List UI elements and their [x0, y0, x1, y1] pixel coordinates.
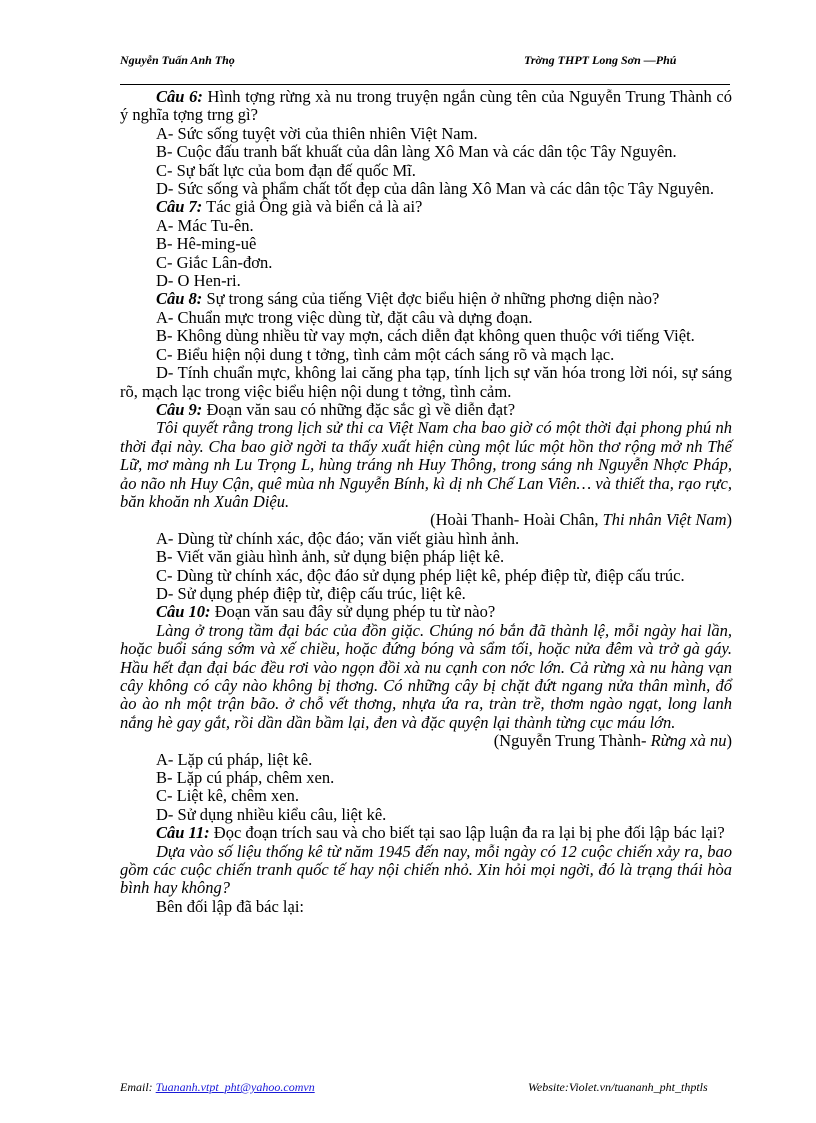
header-author: Nguyễn Tuấn Anh Thọ	[120, 53, 235, 67]
header-school: Trờng THPT Long Sơn —Phú	[524, 53, 677, 67]
question-10-text: Đoạn văn sau đây sử dụng phép tu từ nào?	[210, 602, 496, 622]
question-11-label: Câu 11:	[156, 823, 210, 843]
question-10-source-title: Rừng xà nu	[650, 731, 727, 751]
question-11	[120, 824, 732, 842]
question-10-source-suffix: )	[726, 731, 732, 751]
footer-website	[528, 1080, 708, 1095]
question-9-option-b: B- Viết văn giàu hình ảnh, sử dụng biện pháp liệt kê.	[156, 547, 505, 567]
question-9-source-suffix: )	[726, 510, 732, 530]
question-9-source	[120, 511, 732, 529]
question-8-option-d: D- Tính chuẩn mực, không lai căng pha tạp, tính lịch sự văn hóa trong lời nói, sự sáng rõ, mạch lạc trong việc biểu hiện nội dung t tởng, tình cảm.	[120, 363, 732, 401]
question-6-option-c: C- Sự bất lực của bom đạn đế quốc Mĩ.	[156, 160, 416, 180]
question-10	[120, 603, 732, 621]
question-10-option-c: C- Liệt kê, chêm xen.	[156, 786, 299, 806]
question-9-source-prefix: (Hoài Thanh- Hoài Chân,	[430, 510, 603, 530]
footer-website-url: Violet.vn/tuananh_pht_thptls	[568, 1080, 708, 1094]
question-10-source-prefix: (Nguyễn Trung Thành-	[493, 731, 651, 751]
question-10-source	[120, 732, 732, 750]
question-9-option-c: C- Dùng từ chính xác, độc đáo sử dụng phép liệt kê, phép điệp từ, điệp cấu trúc.	[156, 565, 685, 585]
question-9-option-a: A- Dùng từ chính xác, độc đáo; văn viết giàu hình ảnh.	[156, 528, 520, 548]
question-8-option-c: C- Biểu hiện nội dung t tởng, tình cảm một cách sáng rõ và mạch lạc.	[156, 344, 615, 364]
question-6-option-a: A- Sức sống tuyệt vời của thiên nhiên Việt Nam.	[156, 123, 478, 143]
question-11-passage: Dựa vào số liệu thống kê từ năm 1945 đến nay, mỗi ngày có 12 cuộc chiến xảy ra, bao gồm các cuộc chiến tranh quốc tế hay nội chiến nhỏ. Xin hỏi mọi ngời, đó là trạng thái hòa bình hay không?	[120, 841, 732, 898]
question-9-passage: Tôi quyết rằng trong lịch sử thi ca Việt Nam cha bao giờ có một thời đại phong phú nh thời đại này. Cha bao giờ ngời ta thấy xuất hiện cùng một lúc một hồn thơ rộng mở nh Thế Lữ, mơ màng nh Lu Trọng L, hùng tráng nh Huy Thông, trong sáng nh Nguyễn Nhợc Pháp, ảo não nh Huy Cận, quê mùa nh Nguyễn Bính, kì dị nh Chế Lan Viên… và thiết tha, rạo rực, băn khoăn nh Xuân Diệu.	[120, 418, 732, 511]
question-8	[120, 290, 732, 308]
footer-email	[120, 1080, 315, 1095]
question-8-option-a: A- Chuẩn mực trong việc dùng từ, đặt câu và dựng đoạn.	[156, 307, 533, 327]
question-10-option-d: D- Sử dụng nhiều kiểu câu, liệt kê.	[156, 804, 387, 824]
header-divider	[120, 84, 730, 85]
question-10-option-a: A- Lặp cú pháp, liệt kê.	[156, 749, 313, 769]
question-8-label: Câu 8:	[156, 289, 203, 309]
question-7-option-a: A- Mác Tu-ên.	[156, 215, 254, 235]
question-7-label: Câu 7:	[156, 197, 203, 217]
question-6	[120, 88, 732, 125]
question-10-passage: Làng ở trong tầm đại bác của đồn giặc. Chúng nó bắn đã thành lệ, mỗi ngày hai lần, hoặc buổi sáng sớm và xế chiều, hoặc đứng bóng và sẩm tối, hoặc nửa đêm và trở gà gáy. Hầu hết đạn đại bác đều rơi vào ngọn đồi xà nu cạnh con nớc lớn. Cả rừng xà nu hàng vạn cây không có cây nào không bị thơng. Có những cây bị chặt đứt ngang nửa thân mình, đổ ào ào nh một trận bão. ở chỗ vết thơng, nhựa ứa ra, tràn trề, thơm ngào ngạt, long lanh nắng hè gay gắt, rồi dần dần bầm lại, đen và đặc quyện lại thành từng cục máu lớn.	[120, 620, 732, 732]
question-6-label: Câu 6:	[156, 87, 203, 106]
document-body	[120, 88, 732, 916]
question-7-option-c: C- Giắc Lân-đơn.	[156, 252, 273, 272]
question-9-option-d: D- Sử dụng phép điệp từ, điệp cấu trúc, liệt kê.	[156, 583, 466, 603]
question-9-source-title: Thi nhân Việt Nam	[602, 510, 727, 530]
footer-email-link[interactable]: Tuananh.vtpt_pht@yahoo.comvn	[155, 1080, 315, 1094]
question-8-text: Sự trong sáng của tiếng Việt đợc biểu hiện ở những phơng diện nào?	[202, 289, 660, 309]
question-11-rebuttal: Bên đối lập đã bác lại:	[156, 896, 304, 916]
question-9-label: Câu 9:	[156, 399, 203, 419]
question-9-text: Đoạn văn sau có những đặc sắc gì về diễn đạt?	[202, 399, 516, 419]
question-8-option-b: B- Không dùng nhiều từ vay mợn, cách diễn đạt không quen thuộc với tiếng Việt.	[156, 326, 695, 346]
question-11-text: Đọc đoạn trích sau và cho biết tại sao lập luận đa ra lại bị phe đối lập bác lại?	[209, 823, 725, 843]
footer-email-label: Email:	[120, 1080, 156, 1094]
question-6-option-d: D- Sức sống và phẩm chất tốt đẹp của dân làng Xô Man và các dân tộc Tây Nguyên.	[156, 179, 715, 199]
question-6-option-b: B- Cuộc đấu tranh bất khuất của dân làng Xô Man và các dân tộc Tây Nguyên.	[156, 142, 677, 162]
question-7-option-b: B- Hê-ming-uê	[156, 234, 257, 254]
question-7	[120, 198, 732, 216]
question-10-label: Câu 10:	[156, 602, 211, 622]
question-10-option-b: B- Lặp cú pháp, chêm xen.	[156, 768, 335, 788]
question-9	[120, 401, 732, 419]
footer-website-label: Website:	[528, 1080, 569, 1094]
question-7-option-d: D- O Hen-ri.	[156, 271, 241, 291]
question-7-text: Tác giả Ông già và biển cả là ai?	[202, 197, 423, 217]
question-6-text: Hình tợng rừng xà nu trong truyện ngắn cùng tên của Nguyễn Trung Thành có ý nghĩa tợng trng gì?	[120, 87, 732, 125]
